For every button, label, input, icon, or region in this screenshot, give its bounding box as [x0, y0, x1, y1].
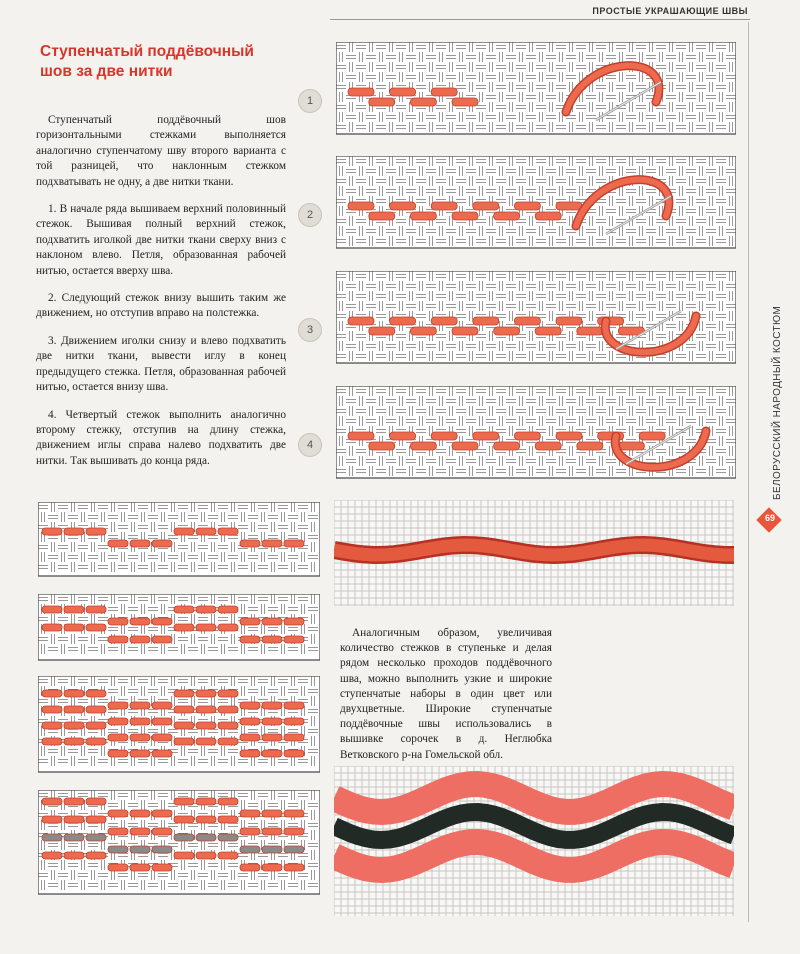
embroidery-photo-narrow	[334, 500, 734, 611]
caption	[340, 626, 552, 763]
sidebar-label-text: БЕЛОРУССКИЙ НАРОДНЫЙ КОСТЮМ	[772, 305, 783, 500]
section-title: Ступенчатый поддёвочный шов за две нитки	[40, 43, 254, 80]
intro-paragraph: Ступенчатый поддёвочный шов горизонтальными стежками выполняется аналогично ступенчатому шву второго варианта с той разницей, что наклонным стежком подхватывать не одну, а две нитки ткани.	[36, 114, 286, 188]
step-3-text: 3. Движением иголки снизу и влево подхватить две нитки ткани, вывести иглу в конец предыдущего стежка. Петля, образованная рабочей нитью, остается внизу шва.	[36, 334, 286, 394]
photo-wide-stitch	[334, 766, 734, 916]
step-1-text: 1. В начале ряда вышиваем верхний половинный стежок. Вышивая полный верхний стежок, подхватить иголкой две нитки ткани сверху вниз с наклоном влево. Петля, образованная рабочей нитью, остается вверху шва.	[36, 203, 286, 277]
page-number-text: 69	[764, 513, 775, 523]
step-3-illustration	[336, 271, 736, 371]
step-diagram-1	[336, 42, 736, 142]
sidebar-label	[758, 270, 783, 500]
pattern-diagram-4	[38, 790, 320, 900]
pattern-3-illustration	[38, 676, 320, 776]
top-bar	[0, 0, 800, 22]
step-badge-2: 2	[298, 203, 322, 227]
step-badge-4: 4	[298, 433, 322, 457]
step-badge-3: 3	[298, 318, 322, 342]
page-edge-rule	[748, 22, 749, 922]
pattern-2-illustration	[38, 594, 320, 664]
running-head: ПРОСТЫЕ УКРАШАЮЩИЕ ШВЫ	[592, 6, 748, 16]
step-2-text: 2. Следующий стежок внизу вышить таким же движением, но отступив вправо на полстежка.	[36, 292, 286, 320]
pattern-diagram-3	[38, 676, 320, 776]
step-diagram-4	[336, 386, 736, 486]
pattern-diagram-1	[38, 502, 320, 580]
photo-narrow-stitch	[334, 500, 734, 606]
instructions	[36, 113, 286, 481]
pattern-diagram-2	[38, 594, 320, 664]
step-2-illustration	[336, 156, 736, 256]
caption-text: Аналогичным образом, увеличивая количество стежков в ступеньке и делая рядом несколько проходов поддёвочного шва, можно выполнить узкие и широкие ступенчатые наборы в один цвет или двухцветные. Широкие ступенчатые поддёвочные швы использовались в вышивке сорочек в д. Неглюбка Ветковского р-на Гомельской обл.	[340, 627, 552, 761]
step-1-illustration	[336, 42, 736, 142]
step-4-illustration	[336, 386, 736, 486]
step-4-text: 4. Четвертый стежок выполнить аналогично второму стежку, отступив на длину стежка, движением иглы справа налево подхватить две нитки. Так вышивать до конца ряда.	[36, 408, 286, 467]
step-diagram-3	[336, 271, 736, 371]
pattern-1-illustration	[38, 502, 320, 580]
step-badge-1: 1	[298, 89, 322, 113]
header-rule	[330, 19, 750, 20]
embroidery-photo-wide	[334, 766, 734, 921]
pattern-4-illustration	[38, 790, 320, 900]
page-number	[758, 509, 782, 533]
step-diagram-2	[336, 156, 736, 256]
